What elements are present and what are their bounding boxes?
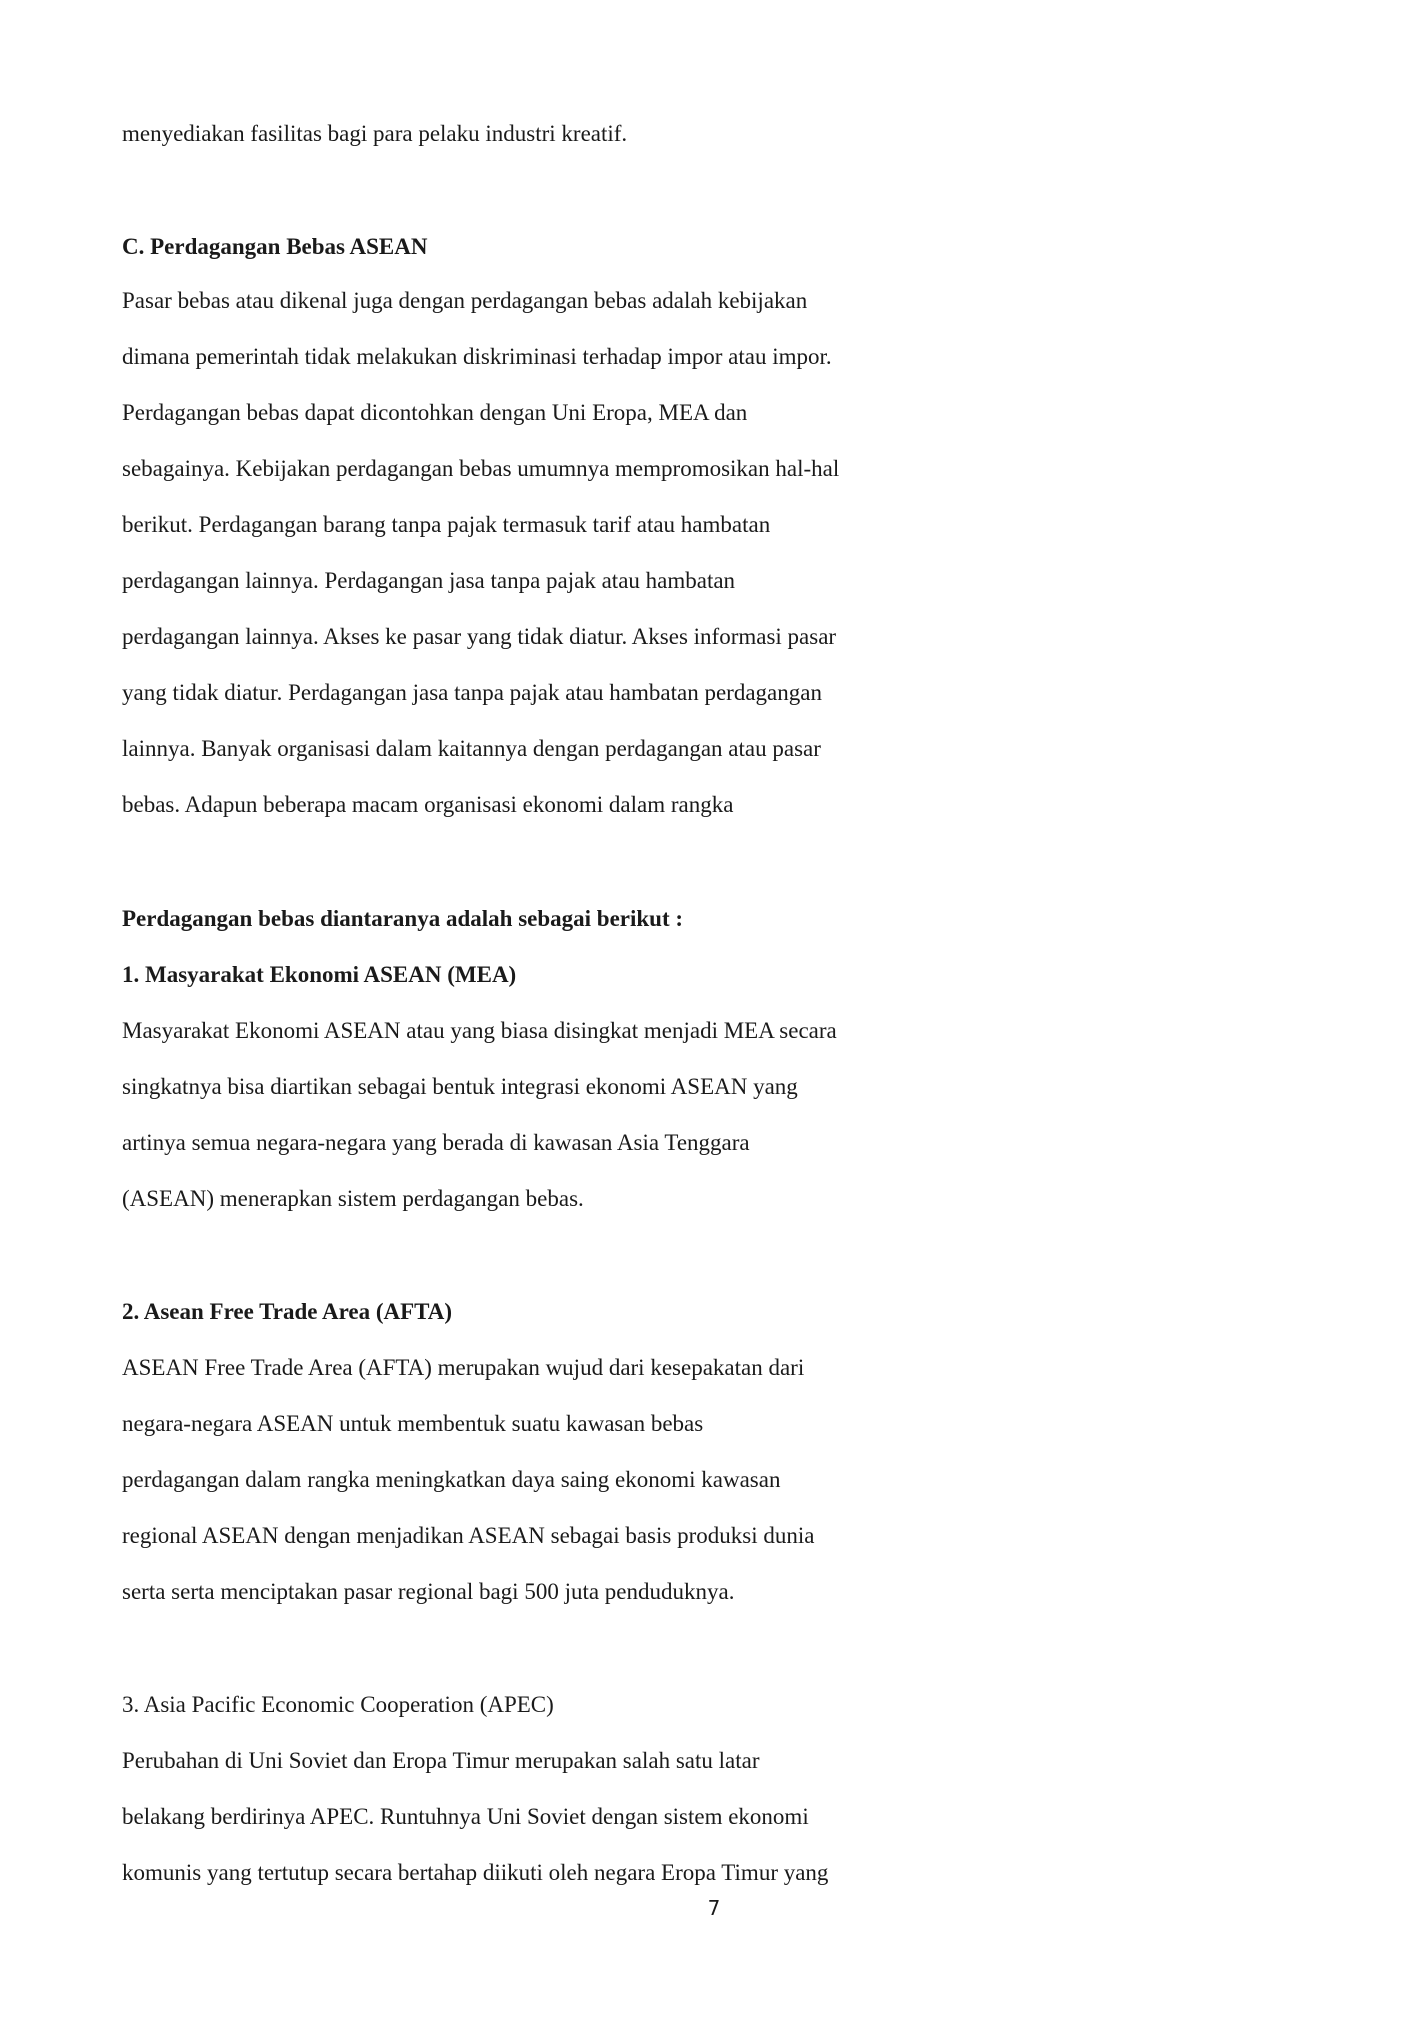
item1-line: Masyarakat Ekonomi ASEAN atau yang biasa disingkat menjadi MEA secara — [122, 1018, 837, 1043]
item3-line: komunis yang tertutup secara bertahap diikuti oleh negara Eropa Timur yang — [122, 1860, 829, 1885]
item2-line: serta serta menciptakan pasar regional bagi 500 juta penduduknya. — [122, 1579, 735, 1604]
section-c-line: perdagangan lainnya. Perdagangan jasa tanpa pajak atau hambatan — [122, 568, 736, 593]
section-c-line: Perdagangan bebas dapat dicontohkan dengan Uni Eropa, MEA dan — [122, 400, 748, 425]
item2-line: negara-negara ASEAN untuk membentuk suatu kawasan bebas — [122, 1411, 704, 1436]
item3-line: Perubahan di Uni Soviet dan Eropa Timur merupakan salah satu latar — [122, 1748, 760, 1773]
intro-line: menyediakan fasilitas bagi para pelaku industri kreatif. — [122, 121, 628, 146]
item3-heading: 3. Asia Pacific Economic Cooperation (APEC) — [122, 1692, 554, 1717]
section-c-line: dimana pemerintah tidak melakukan diskriminasi terhadap impor atau impor. — [122, 344, 832, 369]
item1-line: artinya semua negara-negara yang berada di kawasan Asia Tenggara — [122, 1130, 750, 1155]
list-heading: Perdagangan bebas diantaranya adalah sebagai berikut : — [122, 906, 684, 931]
section-c-line: sebagainya. Kebijakan perdagangan bebas umumnya mempromosikan hal-hal — [122, 456, 840, 481]
item2-line: ASEAN Free Trade Area (AFTA) merupakan wujud dari kesepakatan dari — [122, 1355, 805, 1380]
item2-line: perdagangan dalam rangka meningkatkan daya saing ekonomi kawasan — [122, 1467, 781, 1492]
section-c-line: perdagangan lainnya. Akses ke pasar yang tidak diatur. Akses informasi pasar — [122, 624, 837, 649]
section-c-heading: C. Perdagangan Bebas ASEAN — [122, 234, 428, 259]
item1-line: singkatnya bisa diartikan sebagai bentuk integrasi ekonomi ASEAN yang — [122, 1074, 798, 1099]
page-number: 7 — [707, 1896, 721, 1920]
section-c-line: yang tidak diatur. Perdagangan jasa tanpa pajak atau hambatan perdagangan — [122, 680, 822, 705]
item3-line: belakang berdirinya APEC. Runtuhnya Uni Soviet dengan sistem ekonomi — [122, 1804, 809, 1829]
section-c-line: Pasar bebas atau dikenal juga dengan perdagangan bebas adalah kebijakan — [122, 288, 808, 313]
item2-line: regional ASEAN dengan menjadikan ASEAN sebagai basis produksi dunia — [122, 1523, 815, 1548]
item1-line: (ASEAN) menerapkan sistem perdagangan bebas. — [122, 1186, 584, 1211]
section-c-line: bebas. Adapun beberapa macam organisasi ekonomi dalam rangka — [122, 792, 734, 817]
item1-heading: 1. Masyarakat Ekonomi ASEAN (MEA) — [122, 962, 517, 987]
section-c-line: lainnya. Banyak organisasi dalam kaitannya dengan perdagangan atau pasar — [122, 736, 821, 761]
item2-heading: 2. Asean Free Trade Area (AFTA) — [122, 1299, 453, 1324]
section-c-line: berikut. Perdagangan barang tanpa pajak termasuk tarif atau hambatan — [122, 512, 771, 537]
